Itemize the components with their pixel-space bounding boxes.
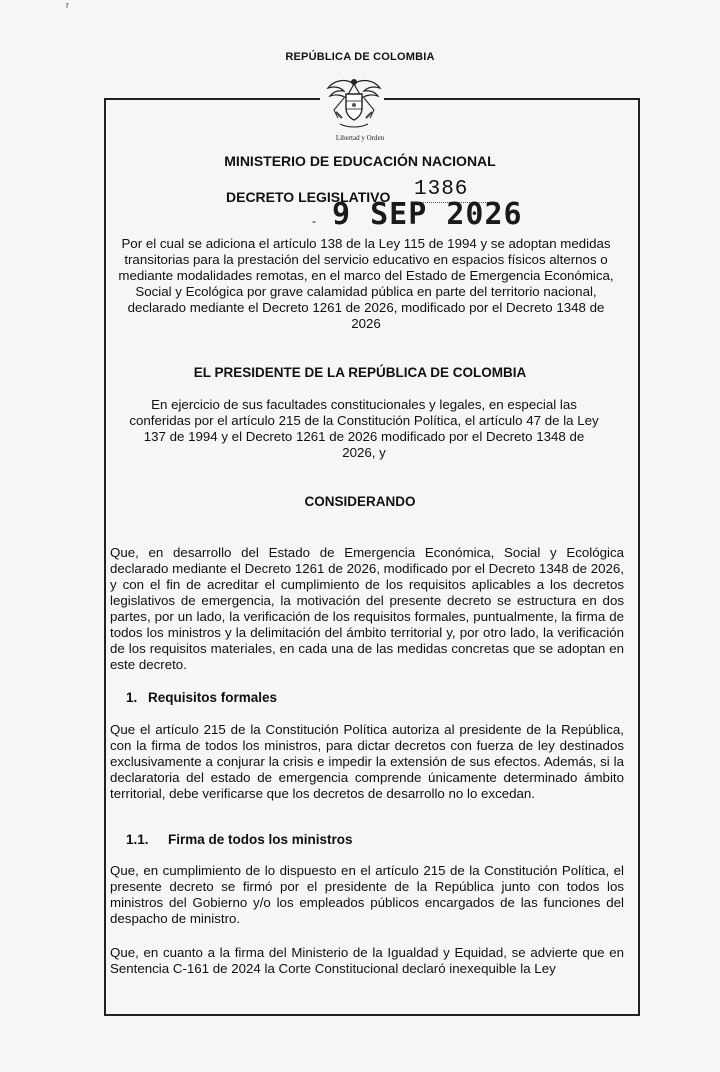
section-1-title: Requisitos formales [148,690,278,705]
paragraph-4: Que, en cuanto a la firma del Ministerio de la Igualdad y Equidad, se advierte que en Sentencia C-161 de 2024 la Corte Constitucional declaró inexequible la Ley [110,945,624,976]
paragraph-1: Que, en desarrollo del Estado de Emergencia Económica, Social y Ecológica declarado mediante el Decreto 1261 de 2026, modificado por el Decreto 1348 de 2026, y con el fin de acreditar el cumplimiento de los requisitos aplicables a los decretos legislativos de emergencia, la motivación del presente decreto se estructura en dos partes, por un lado, la verificación de los requisitos formales, puntualmente, la firma de todos los ministros y la delimitación del ámbito territorial y, por otro lado, la verificación de los requisitos materiales, en cada una de las medidas concretas que se adoptan en este decreto. [110,545,624,672]
section-1-number: 1. [126,690,138,705]
powers-paragraph: En ejercicio de sus facultades constitucionales y legales, en especial las conferidas por el artículo 215 de la Constitución Política, el artículo 47 de la Ley 137 de 1994 y el Decreto 1261 de 2026 modificado por el Decreto 1348 de 2026, y [129,397,599,460]
frame-top-left-rule [104,98,320,100]
decree-label: DECRETO LEGISLATIVO [226,189,391,205]
section-1-1-number: 1.1. [126,832,149,847]
section-1-1-heading [126,832,353,847]
section-1-heading [126,690,277,705]
considerando-heading: CONSIDERANDO [304,494,416,509]
section-1-1-title: Firma de todos los ministros [168,832,353,847]
coat-of-arms-motto: Libertad y Orden [335,134,385,142]
ministry-heading: MINISTERIO DE EDUCACIÓN NACIONAL [224,153,496,169]
date-stamp: 9 SEP 2026 [332,197,523,232]
date-stamp-dash: - [312,214,316,228]
paragraph-2: Que el artículo 215 de la Constitución Política autoriza al presidente de la República, con la firma de todos los ministros, para dictar decretos con fuerza de ley destinados exclusivamente a conjurar la crisis e impedir la extensión de sus efectos. Además, si la declaratoria del estado de emergencia comprende únicamente determinado ámbito territorial, debe verificarse que los decretos de desarrollo no lo excedan. [110,722,624,801]
frame-top-right-rule [384,98,638,100]
corner-mark: r [66,0,69,10]
country-heading: REPÚBLICA DE COLOMBIA [285,51,435,63]
president-heading: EL PRESIDENTE DE LA REPÚBLICA DE COLOMBIA [193,365,527,380]
paragraph-3: Que, en cumplimiento de lo dispuesto en el artículo 215 de la Constitución Política, el presente decreto se firmó por el presidente de la República junto con todos los ministros del Gobierno y/o los empleados públicos encargados de las funciones del despacho de ministro. [110,863,624,926]
decree-summary: Por el cual se adiciona el artículo 138 de la Ley 115 de 1994 y se adoptan medidas transitorias para la prestación del servicio educativo en espacios físicos alternos o mediante modalidades remotas, en el marco del Estado de Emergencia Económica, Social y Ecológica por grave calamidad pública en parte del territorio nacional, declarado mediante el Decreto 1261 de 2026, modificado por el Decreto 1348 de 2026 [118,236,614,331]
decree-number: 1386 [414,178,469,201]
coat-of-arms-icon [322,74,386,132]
